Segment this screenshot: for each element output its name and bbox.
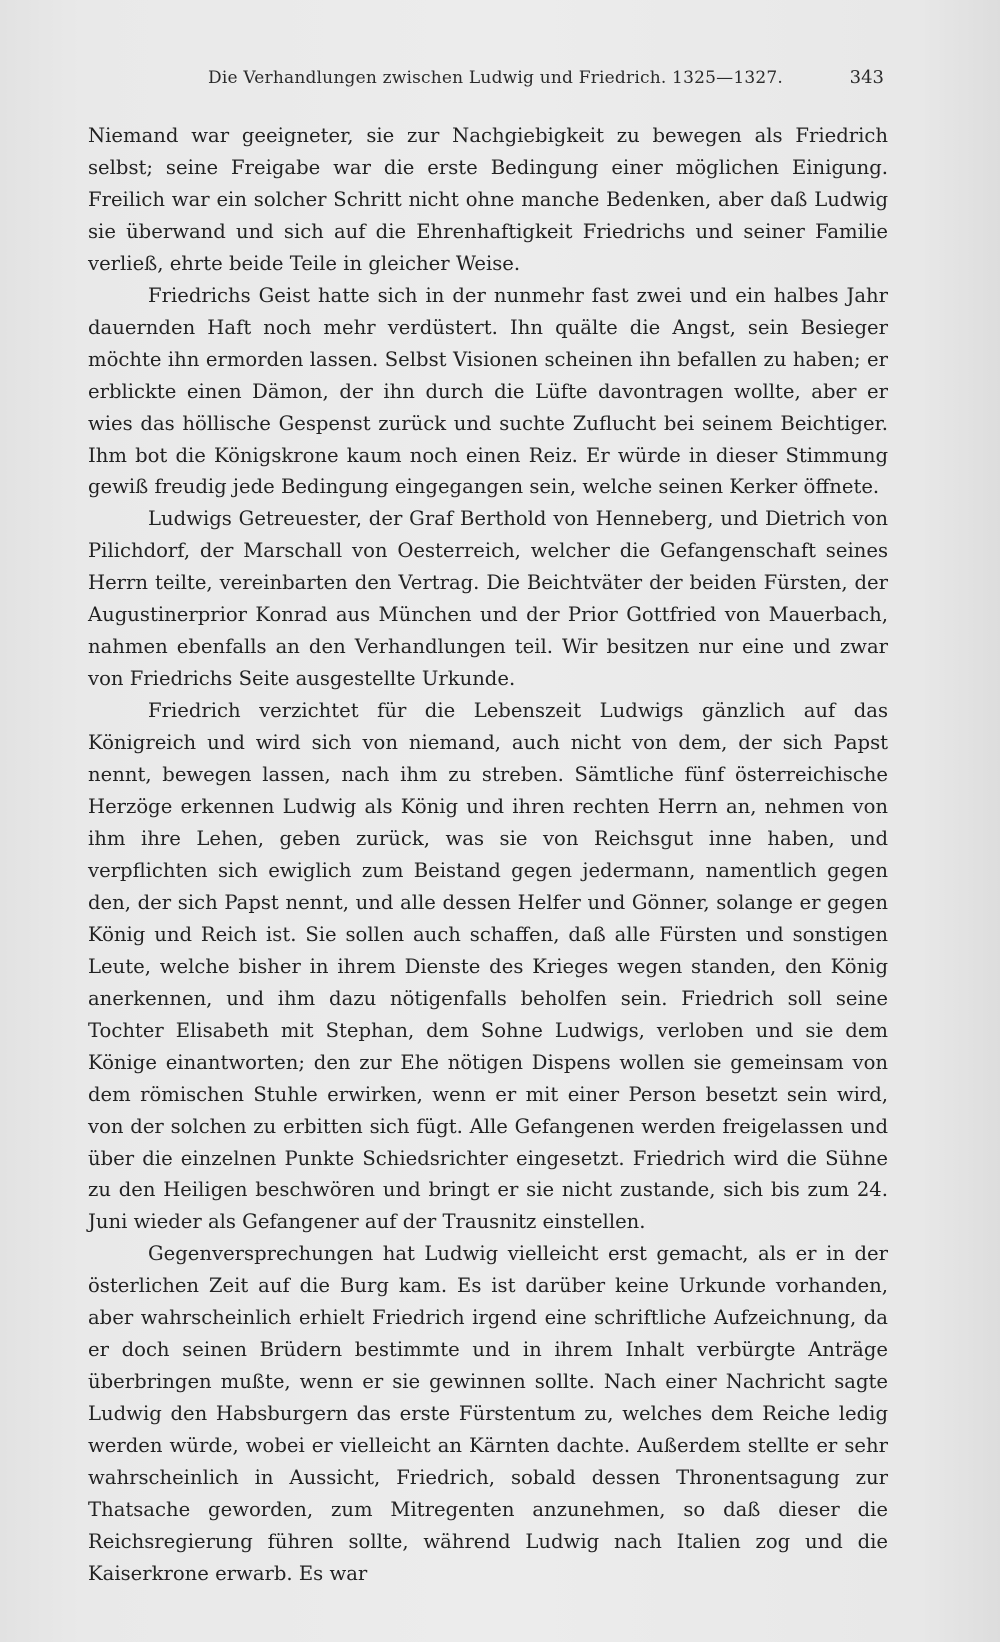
page-header bbox=[208, 64, 884, 94]
body-text bbox=[88, 120, 888, 1590]
page-number: 343 bbox=[849, 67, 884, 88]
paragraph: Gegenversprechungen hat Ludwig vielleicht erst gemacht, als er in der österlichen Zeit auf die Burg kam. Es ist darüber keine Urkunde vorhanden, aber wahrscheinlich erhielt Friedrich irgend eine schriftliche Aufzeichnung, da er doch seinen Brüdern bestimmte und in ihrem Inhalt verbürgte Anträge überbringen mußte, wenn er sie gewinnen sollte. Nach einer Nachricht sagte Ludwig den Habsburgern das erste Fürstentum zu, welches dem Reiche ledig werden würde, wobei er vielleicht an Kärnten dachte. Außerdem stellte er sehr wahrscheinlich in Aussicht, Friedrich, sobald dessen Thronentsagung zur Thatsache geworden, zum Mitregenten anzunehmen, so daß dieser die Reichsregierung führen sollte, während Ludwig nach Italien zog und die Kaiserkrone erwarb. Es war bbox=[88, 1242, 888, 1585]
paragraph: Ludwigs Getreuester, der Graf Berthold von Henneberg, und Dietrich von Pilichdorf, der Marschall von Oesterreich, welcher die Gefangenschaft seines Herrn teilte, vereinbarten den Vertrag. Die Beichtväter der beiden Fürsten, der Augustinerprior Konrad aus München und der Prior Gottfried von Mauerbach, nahmen ebenfalls an den Verhandlungen teil. Wir besitzen nur eine und zwar von Friedrichs Seite ausgestellte Urkunde. bbox=[88, 507, 888, 691]
paragraph: Niemand war geeigneter, sie zur Nachgiebigkeit zu bewegen als Friedrich selbst; seine Freigabe war die erste Bedingung einer möglichen Einigung. Freilich war ein solcher Schritt nicht ohne manche Bedenken, aber daß Ludwig sie überwand und sich auf die Ehrenhaftigkeit Friedrichs und seiner Familie verließ, ehrte beide Teile in gleicher Weise. bbox=[88, 124, 888, 275]
paragraph: Friedrich verzichtet für die Lebenszeit Ludwigs gänzlich auf das Königreich und wird sich von niemand, auch nicht von dem, der sich Papst nennt, bewegen lassen, nach ihm zu streben. Sämtliche fünf österreichische Herzöge erkennen Ludwig als König und ihren rechten Herrn an, nehmen von ihm ihre Lehen, geben zurück, was sie von Reichsgut inne haben, und verpflichten sich ewiglich zum Beistand gegen jedermann, namentlich gegen den, der sich Papst nennt, und alle dessen Helfer und Gönner, solange er gegen König und Reich ist. Sie sollen auch schaffen, daß alle Fürsten und sonstigen Leute, welche bisher in ihrem Dienste des Krieges wegen standen, den König anerkennen, und ihm dazu nötigenfalls beholfen sein. Friedrich soll seine Tochter Elisabeth mit Stephan, dem Sohne Ludwigs, verloben und sie dem Könige einantworten; den zur Ehe nötigen Dispens wollen sie gemeinsam von dem römischen Stuhle erwirken, wenn er mit einer Person besetzt sein wird, von der solchen zu erbitten sich fügt. Alle Gefangenen werden freigelassen und über die einzelnen Punkte Schiedsrichter eingesetzt. Friedrich wird die Sühne zu den Heiligen beschwören und bringt er sie nicht zustande, sich bis zum 24. Juni wieder als Gefangener auf der Trausnitz einstellen. bbox=[88, 699, 888, 1234]
paragraph: Friedrichs Geist hatte sich in der nunmehr fast zwei und ein halbes Jahr dauernden Haft noch mehr verdüstert. Ihn quälte die Angst, sein Besieger möchte ihn ermorden lassen. Selbst Visionen scheinen ihn befallen zu haben; er erblickte einen Dämon, der ihn durch die Lüfte davontragen wollte, aber er wies das höllische Gespenst zurück und suchte Zuflucht bei seinem Beichtiger. Ihm bot die Königskrone kaum noch einen Reiz. Er würde in dieser Stimmung gewiß freudig jede Bedingung eingegangen sein, welche seinen Kerker öffnete. bbox=[88, 283, 888, 499]
running-title: Die Verhandlungen zwischen Ludwig und Friedrich. 1325—1327. bbox=[208, 68, 783, 88]
